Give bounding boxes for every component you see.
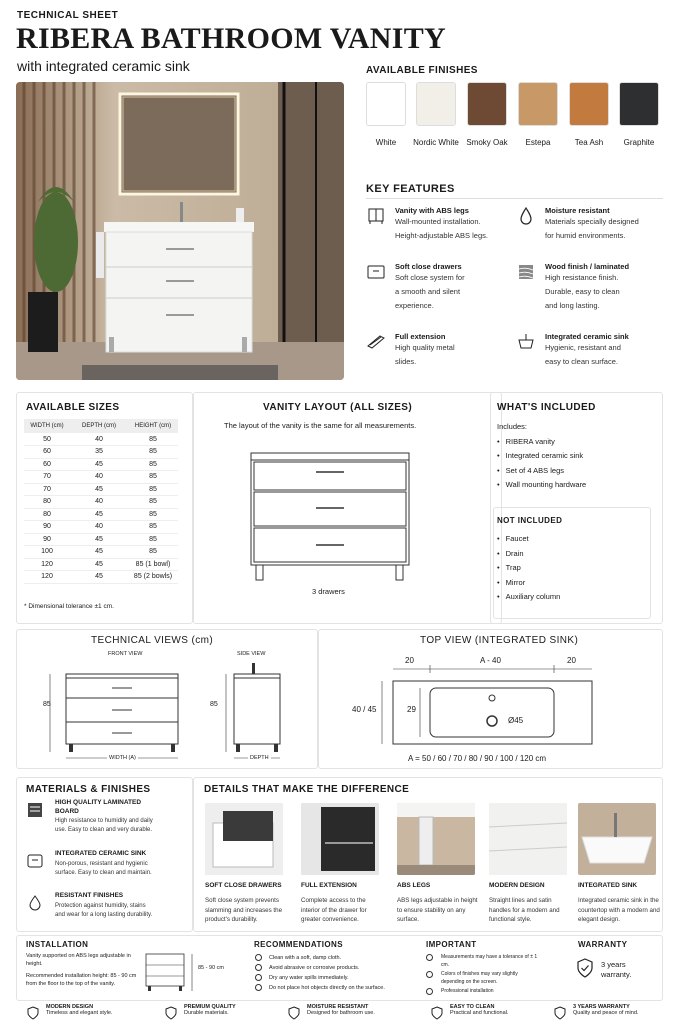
- drop-icon: [26, 894, 44, 917]
- table-cell: 90: [24, 533, 70, 546]
- finish-color-swatch: [467, 82, 507, 126]
- table-cell: 45: [70, 546, 128, 559]
- width-label: WIDTH (A): [109, 755, 136, 761]
- top-right-dim: 20: [567, 656, 576, 665]
- not-included-item: • Trap: [497, 561, 560, 576]
- sun-icon: [26, 1006, 40, 1025]
- table-row: [24, 571, 178, 584]
- feature-desc-line: High quality metal: [395, 343, 455, 352]
- recommendation-item: Dry any water spills immediately.: [269, 975, 349, 981]
- table-row: [24, 471, 178, 484]
- detail-title: FULL EXTENSION: [301, 882, 357, 889]
- includes-intro: Includes:: [497, 422, 528, 431]
- finish-swatch-item[interactable]: [619, 82, 659, 149]
- table-header: WIDTH (cm): [24, 419, 70, 433]
- warranty-title: WARRANTY: [578, 940, 628, 949]
- footer-benefit: [184, 1004, 236, 1016]
- feature-desc-line: slides.: [395, 357, 417, 366]
- finish-label: Tea Ash: [574, 138, 604, 147]
- tolerance-note: * Dimensional tolerance ±1 cm.: [24, 603, 114, 610]
- feature-title: Soft close drawers: [395, 262, 462, 271]
- table-cell: 45: [70, 508, 128, 521]
- finish-color-swatch: [619, 82, 659, 126]
- not-included-item: • Auxiliary column: [497, 590, 560, 605]
- installation-desc-1: Vanity supported on ABS legs adjustable in height.: [26, 953, 131, 967]
- footer-benefit-desc: Durable materials.: [184, 1010, 229, 1016]
- table-cell: 45: [70, 458, 128, 471]
- finish-color-swatch: [416, 82, 456, 126]
- finish-swatch-item[interactable]: [569, 82, 609, 149]
- table-row: [24, 446, 178, 459]
- included-item: • Integrated ceramic sink: [497, 449, 586, 463]
- table-cell: 85 (1 bowl): [128, 558, 178, 571]
- top-left-dim: 20: [405, 656, 414, 665]
- included-item: • RIBERA vanity: [497, 435, 586, 449]
- tool-icon: [426, 988, 433, 995]
- sink-icon: [516, 332, 536, 352]
- footer-benefit-title: PREMIUM QUALITY: [184, 1004, 236, 1010]
- key-feature: [516, 206, 676, 243]
- feature-desc-line: High resistance finish.: [545, 273, 619, 282]
- table-cell: 85 (2 bowls): [128, 571, 178, 584]
- table-cell: 70: [24, 483, 70, 496]
- info-icon: [426, 954, 433, 961]
- table-row: [24, 558, 178, 571]
- depth-label: DEPTH: [250, 755, 269, 761]
- finish-label: Smoky Oak: [466, 138, 508, 147]
- table-row: [24, 458, 178, 471]
- top-mid-dim: A - 40: [480, 656, 501, 665]
- cloth-icon: [255, 954, 262, 961]
- sizes-table: [24, 419, 178, 584]
- detail-photo: [301, 803, 379, 875]
- included-title: WHAT'S INCLUDED: [497, 402, 596, 413]
- feature-desc-line: Soft close system for: [395, 273, 465, 282]
- layout-description: The layout of the vanity is the same for all measurements.: [224, 421, 417, 430]
- detail-title: SOFT CLOSE DRAWERS: [205, 882, 282, 889]
- not-included-item: • Mirror: [497, 576, 560, 591]
- layout-title: VANITY LAYOUT (ALL SIZES): [263, 402, 413, 413]
- not-included-title: NOT INCLUDED: [497, 516, 563, 525]
- recommendation-item: Do not place hot objects directly on the surface.: [269, 985, 385, 991]
- feature-title: Moisture resistant: [545, 206, 610, 215]
- shield-drop-icon: [287, 1006, 301, 1025]
- features-title: KEY FEATURES: [366, 183, 455, 195]
- document-kicker: TECHNICAL SHEET: [17, 10, 119, 21]
- feature-desc-line: Height-adjustable ABS legs.: [395, 231, 488, 240]
- table-cell: 120: [24, 558, 70, 571]
- table-row: [24, 521, 178, 534]
- detail-title: ABS LEGS: [397, 882, 431, 889]
- table-cell: 85: [128, 446, 178, 459]
- finish-label: White: [375, 138, 397, 147]
- table-cell: 85: [128, 483, 178, 496]
- footer-benefit-title: MOISTURE RESISTANT: [307, 1004, 369, 1010]
- footer-benefit-desc: Practical and functional.: [450, 1010, 509, 1016]
- warranty-text: 3 years warranty.: [601, 960, 632, 979]
- footer-benefit: [450, 1004, 508, 1016]
- footer-benefit-desc: Designed for bathroom use.: [307, 1010, 375, 1016]
- width-formula: A = 50 / 60 / 70 / 80 / 90 / 100 / 120 cm: [408, 754, 547, 763]
- important-item: Professional installation: [441, 988, 494, 994]
- key-feature: [366, 206, 526, 243]
- installation-desc-2: Recommended installation height: 85 - 90 cm from the floor to the top of the vanity.: [26, 973, 137, 987]
- footer-benefit-title: 3 YEARS WARRANTY: [573, 1004, 630, 1010]
- table-cell: 85: [128, 533, 178, 546]
- document-title: RIBERA BATHROOM VANITY: [16, 22, 447, 55]
- table-cell: 45: [70, 483, 128, 496]
- finish-swatch-item[interactable]: [366, 82, 406, 149]
- drop-icon: [255, 974, 262, 981]
- finish-color-swatch: [569, 82, 609, 126]
- feature-title: Wood finish / laminated: [545, 262, 630, 271]
- divider: [366, 198, 663, 199]
- feature-desc-line: easy to clean surface.: [545, 357, 618, 366]
- detail-photo: [489, 803, 567, 875]
- detail-desc: Soft close system prevents slamming and increases the product's durability.: [205, 897, 283, 923]
- footer-benefit: [573, 1004, 638, 1016]
- warranty-3-icon: [553, 1006, 567, 1025]
- side-view-label: SIDE VIEW: [237, 651, 266, 657]
- footer-benefit-title: EASY TO CLEAN: [450, 1004, 495, 1010]
- table-cell: 100: [24, 546, 70, 559]
- document-subtitle: with integrated ceramic sink: [17, 58, 190, 74]
- table-header: DEPTH (cm): [70, 419, 128, 433]
- not-included-item: • Drain: [497, 547, 560, 562]
- detail-photo: [205, 803, 283, 875]
- ceramic-sink-icon: [26, 852, 44, 875]
- material-desc: High resistance to humidity and daily use. Easy to clean and very durable.: [55, 818, 153, 833]
- detail-photo: [397, 803, 475, 875]
- front-view-label: FRONT VIEW: [108, 651, 143, 657]
- table-cell: 45: [70, 571, 128, 584]
- sizes-table-wrap: [24, 419, 178, 584]
- feature-title: Vanity with ABS legs: [395, 206, 469, 215]
- no-chemical-icon: [255, 964, 262, 971]
- detail-desc: Straight lines and satin handles for a modern and functional style.: [489, 897, 560, 923]
- detail-title: INTEGRATED SINK: [578, 882, 638, 889]
- vanity-layout-drawing: [246, 448, 418, 584]
- recommendations-title: RECOMMENDATIONS: [254, 940, 343, 949]
- wood-texture-icon: [516, 262, 536, 282]
- table-cell: 40: [70, 521, 128, 534]
- table-cell: 50: [24, 433, 70, 446]
- finish-label: Graphite: [623, 138, 655, 147]
- details-title: DETAILS THAT MAKE THE DIFFERENCE: [204, 784, 410, 795]
- table-cell: 85: [128, 496, 178, 509]
- footer-benefit-title: MODERN DESIGN: [46, 1004, 94, 1010]
- finish-swatch-item[interactable]: [518, 82, 558, 149]
- not-included-item: • Faucet: [497, 532, 560, 547]
- material-desc: Protection against humidity, stains and wear for a long lasting durability.: [55, 903, 153, 918]
- table-cell: 40: [70, 496, 128, 509]
- table-cell: 80: [24, 496, 70, 509]
- table-cell: 85: [128, 471, 178, 484]
- finish-swatch-item[interactable]: [413, 82, 459, 149]
- table-cell: 90: [24, 521, 70, 534]
- feature-desc-line: a smooth and silent: [395, 287, 461, 296]
- included-item: • Wall mounting hardware: [497, 478, 586, 492]
- detail-photo: [578, 803, 656, 875]
- recommendation-item: Avoid abrasive or corrosive products.: [269, 965, 360, 971]
- footer-benefit-desc: Quality and peace of mind.: [573, 1010, 639, 1016]
- finish-swatch-item[interactable]: [467, 82, 507, 149]
- detail-desc: ABS legs adjustable in height to ensure stability on any surface.: [397, 897, 478, 923]
- feature-desc-line: experience.: [395, 301, 434, 310]
- table-cell: 85: [128, 521, 178, 534]
- materials-title: MATERIALS & FINISHES: [26, 784, 151, 795]
- table-row: [24, 546, 178, 559]
- installation-drawing: [144, 950, 196, 994]
- footer-benefit: [307, 1004, 375, 1016]
- top-depth-dim: 40 / 45: [352, 705, 377, 714]
- table-cell: 85: [128, 546, 178, 559]
- material-title: RESISTANT FINISHES: [55, 892, 124, 899]
- table-cell: 60: [24, 458, 70, 471]
- footer-benefit-desc: Timeless and elegant style.: [46, 1010, 113, 1016]
- important-item: Measurements may have a tolerance of ± 1 cm.: [441, 954, 538, 968]
- layout-caption: 3 drawers: [312, 587, 345, 596]
- material-title: HIGH QUALITY LAMINATED BOARD: [55, 799, 142, 815]
- feature-title: Integrated ceramic sink: [545, 332, 629, 341]
- table-row: [24, 496, 178, 509]
- feature-desc-line: Materials specially designed: [545, 217, 639, 226]
- material-title: INTEGRATED CERAMIC SINK: [55, 850, 147, 857]
- key-feature: [366, 262, 526, 313]
- shield-check-icon: [164, 1006, 178, 1025]
- table-row: [24, 508, 178, 521]
- finish-color-swatch: [366, 82, 406, 126]
- shield-check-icon: [576, 958, 594, 978]
- feature-title: Full extension: [395, 332, 446, 341]
- sizes-title: AVAILABLE SIZES: [26, 402, 120, 413]
- table-cell: 60: [24, 446, 70, 459]
- important-item: Colors of finishes may vary slightly depending on the screen.: [441, 971, 518, 985]
- laminated-board-icon: [26, 801, 44, 824]
- table-cell: 120: [24, 571, 70, 584]
- drain-hole-dim: Ø45: [508, 716, 524, 725]
- included-item: • Set of 4 ABS legs: [497, 464, 586, 478]
- feature-desc-line: Durable, easy to clean: [545, 287, 620, 296]
- detail-desc: Complete access to the interior of the drawer for greater convenience.: [301, 897, 367, 923]
- finish-label: Estepa: [525, 138, 551, 147]
- feature-desc-line: Hygienic, resistant and: [545, 343, 621, 352]
- key-feature: [516, 332, 676, 369]
- feature-desc-line: for humid environments.: [545, 231, 626, 240]
- drawer-icon: [366, 262, 386, 282]
- feature-desc-line: Wall-mounted installation.: [395, 217, 481, 226]
- drop-icon: [516, 206, 536, 226]
- important-title: IMPORTANT: [426, 940, 477, 949]
- key-feature: [516, 262, 676, 313]
- table-row: [24, 433, 178, 446]
- table-header: HEIGHT (cm): [128, 419, 178, 433]
- front-height-label: 85: [43, 701, 51, 708]
- table-cell: 45: [70, 533, 128, 546]
- vanity-icon: [366, 206, 386, 226]
- recommendation-item: Clean with a soft, damp cloth.: [269, 955, 342, 961]
- palette-icon: [426, 971, 433, 978]
- table-cell: 40: [70, 471, 128, 484]
- key-feature: [366, 332, 526, 369]
- table-cell: 80: [24, 508, 70, 521]
- table-cell: 85: [128, 458, 178, 471]
- table-cell: 35: [70, 446, 128, 459]
- detail-title: MODERN DESIGN: [489, 882, 545, 889]
- top-view-title: TOP VIEW (INTEGRATED SINK): [420, 635, 579, 646]
- installation-dim: 85 - 90 cm: [198, 965, 224, 971]
- cleaning-icon: [430, 1006, 444, 1025]
- finish-color-swatch: [518, 82, 558, 126]
- table-row: [24, 533, 178, 546]
- installation-title: INSTALLATION: [26, 940, 89, 949]
- table-cell: 85: [128, 433, 178, 446]
- table-cell: 70: [24, 471, 70, 484]
- feature-desc-line: and long lasting.: [545, 301, 600, 310]
- finish-label: Nordic White: [413, 138, 459, 147]
- footer-benefit: [46, 1004, 112, 1016]
- hero-product-photo: [16, 82, 344, 380]
- technical-views-title: TECHNICAL VIEWS (cm): [91, 635, 214, 646]
- finishes-title: AVAILABLE FINISHES: [366, 65, 478, 76]
- no-hot-object-icon: [255, 984, 262, 991]
- detail-desc: Integrated ceramic sink in the countertop with a modern and elegant design.: [578, 897, 660, 923]
- basin-depth-dim: 29: [407, 705, 416, 714]
- table-cell: 40: [70, 433, 128, 446]
- table-cell: 85: [128, 508, 178, 521]
- slide-rail-icon: [366, 332, 386, 352]
- technical-views-drawing: [36, 660, 316, 766]
- material-desc: Non-porous, resistant and hygienic surface. Easy to clean and maintain.: [55, 861, 152, 876]
- side-height-label: 85: [210, 701, 218, 708]
- table-row: [24, 483, 178, 496]
- table-cell: 45: [70, 558, 128, 571]
